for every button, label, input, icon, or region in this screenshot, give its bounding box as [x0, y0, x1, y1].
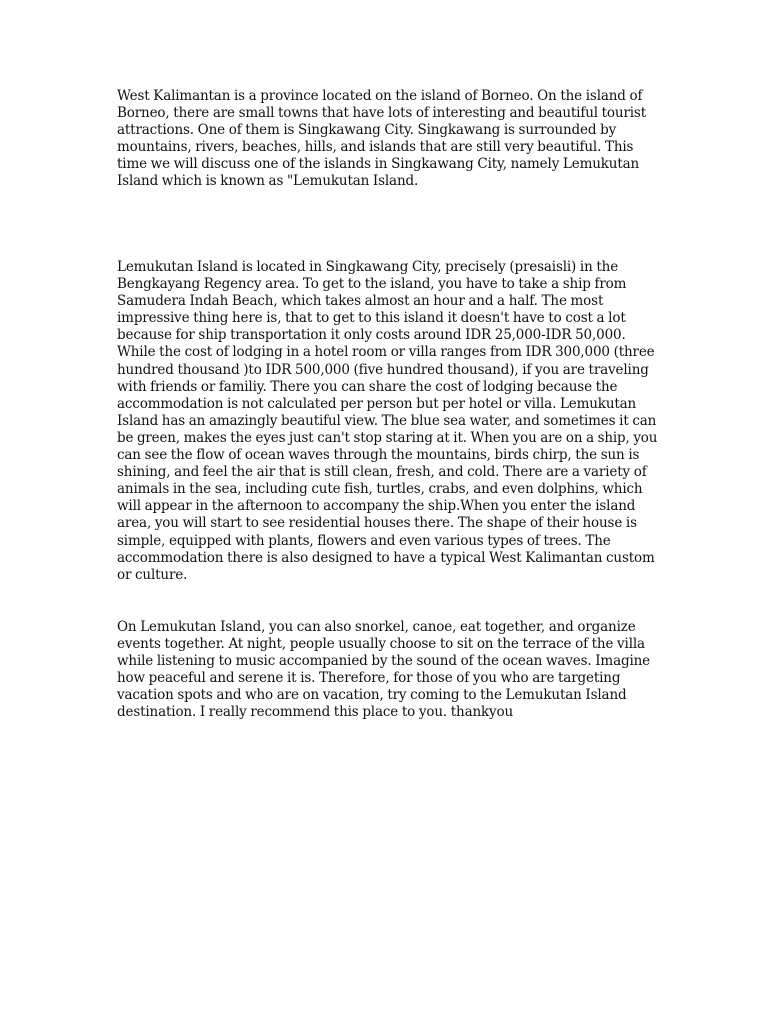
text-line: accommodation is not calculated per person but per hotel or villa. Lemukutan	[117, 395, 637, 412]
text-line: time we will discuss one of the islands in Singkawang City, namely Lemukutan	[117, 156, 640, 173]
text-line: will appear in the afternoon to accompany the ship.When you enter the island	[117, 498, 636, 515]
paragraph-activities	[117, 619, 657, 722]
text-line: West Kalimantan is a province located on the island of Borneo. On the island of	[117, 88, 643, 104]
text-line: attractions. One of them is Singkawang City. Singkawang is surrounded by	[117, 122, 617, 139]
text-line: Lemukutan Island is located in Singkawang City, precisely (presaisli) in the	[117, 259, 619, 275]
text-line: while listening to music accompanied by the sound of the ocean waves. Imagine	[117, 653, 651, 670]
text-line: be green, makes the eyes just can't stop staring at it. When you are on a ship, you	[117, 429, 658, 446]
text-line: or culture.	[117, 566, 188, 583]
text-line: On Lemukutan Island, you can also snorkel, canoe, eat together, and organize	[117, 619, 636, 635]
text-line: because for ship transportation it only costs around IDR 25,000-IDR 50,000.	[117, 327, 626, 344]
text-line: mountains, rivers, beaches, hills, and islands that are still very beautiful. This	[117, 139, 634, 156]
text-line: shining, and feel the air that is still clean, fresh, and cold. There are a variety of	[117, 464, 647, 481]
text-line: accommodation there is also designed to have a typical West Kalimantan custom	[117, 549, 655, 566]
text-line: simple, equipped with plants, flowers and even various types of trees. The	[117, 532, 611, 549]
text-line: animals in the sea, including cute fish, turtles, crabs, and even dolphins, which	[117, 481, 643, 498]
paragraph-intro	[117, 88, 657, 191]
text-line: Borneo, there are small towns that have lots of interesting and beautiful tourist	[117, 105, 646, 122]
text-line: Bengkayang Regency area. To get to the island, you have to take a ship from	[117, 276, 627, 293]
text-line: can see the flow of ocean waves through the mountains, birds chirp, the sun is	[117, 447, 640, 464]
text-line: Island which is known as "Lemukutan Island.	[117, 173, 419, 190]
text-line: area, you will start to see residential houses there. The shape of their house is	[117, 515, 637, 532]
text-line: While the cost of lodging in a hotel room or villa ranges from IDR 300,000 (three	[117, 344, 655, 361]
text-line: events together. At night, people usually choose to sit on the terrace of the villa	[117, 636, 645, 653]
text-line: destination. I really recommend this place to you. thankyou	[117, 704, 514, 721]
text-line: vacation spots and who are on vacation, try coming to the Lemukutan Island	[117, 687, 627, 704]
text-line: Island has an amazingly beautiful view. The blue sea water, and sometimes it can	[117, 412, 657, 429]
text-line: how peaceful and serene it is. Therefore, for those of you who are targeting	[117, 670, 621, 687]
text-line: Samudera Indah Beach, which takes almost an hour and a half. The most	[117, 293, 604, 310]
paragraph-location	[117, 259, 657, 584]
text-line: hundred thousand )to IDR 500,000 (five hundred thousand), if you are traveling	[117, 361, 649, 378]
text-line: with friends or familiy. There you can share the cost of lodging because the	[117, 378, 618, 395]
text-line: impressive thing here is, that to get to this island it doesn't have to cost a lot	[117, 310, 626, 327]
